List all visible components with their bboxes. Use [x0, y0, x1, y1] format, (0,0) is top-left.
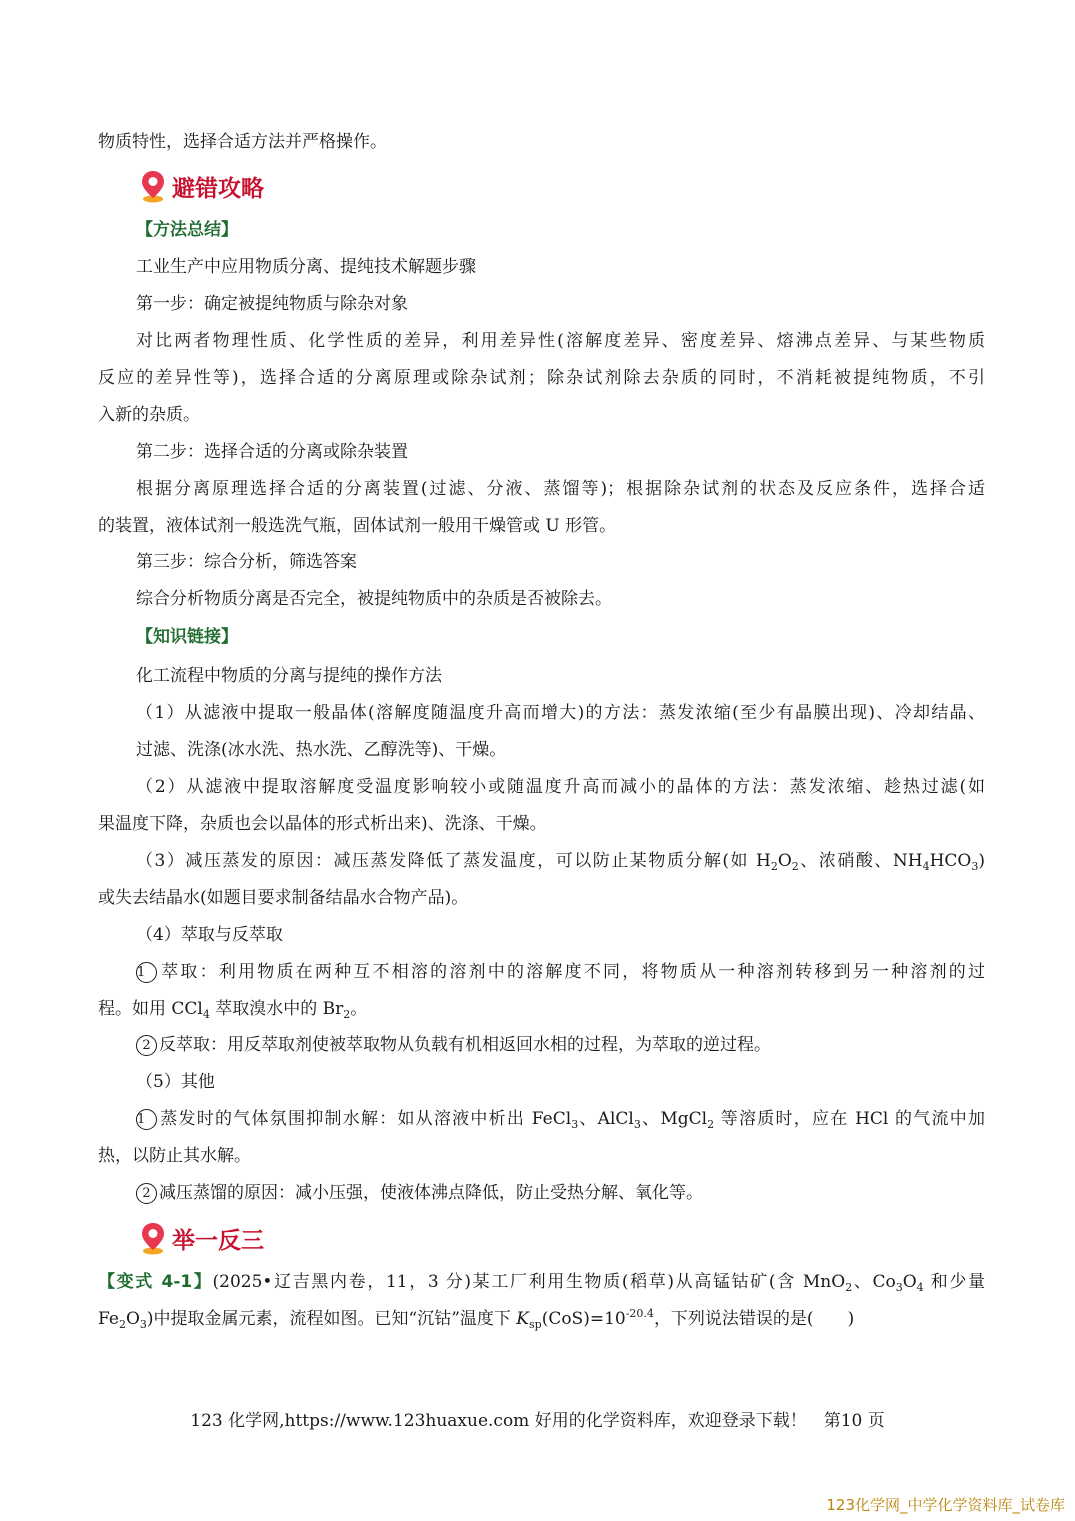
- subscript: 2: [118, 1318, 126, 1331]
- circled-number: 2: [136, 1183, 157, 1204]
- paragraph-line: 热，以防止其水解。: [98, 1146, 251, 1166]
- subscript: 4: [916, 1281, 924, 1294]
- text-run: 、Co: [852, 1272, 896, 1292]
- paragraph-line: （4）萃取与反萃取: [136, 925, 283, 945]
- section-title: 举一反三: [172, 1227, 264, 1254]
- paragraph-line: 或失去结晶水(如题目要求制备结晶水合物产品)。: [98, 888, 469, 908]
- text-run: O: [777, 851, 792, 871]
- text-run: )中提取金属元素，流程如图。已知“沉钴”温度下: [146, 1309, 517, 1329]
- text-run: O: [902, 1272, 917, 1292]
- circled-number: 1: [136, 962, 157, 983]
- paragraph-line: 第三步：综合分析，筛选答案: [136, 552, 357, 572]
- paragraph-line: 工业生产中应用物质分离、提纯技术解题步骤: [136, 257, 476, 277]
- text-run: 、AlCl: [578, 1109, 634, 1129]
- subscript: 4: [922, 860, 930, 873]
- paragraph-line: 化工流程中物质的分离与提纯的操作方法: [136, 666, 442, 686]
- subscript: 4: [202, 1008, 210, 1021]
- paragraph-line-formula: [136, 848, 985, 874]
- watermark-text: 123化学网_中学化学资料库_试卷库: [826, 1496, 1065, 1514]
- text-run: 程。如用 CCl: [98, 999, 203, 1019]
- text-run: (CoS)=10: [541, 1309, 626, 1329]
- variant-tag: 【变式 4-1】: [98, 1272, 213, 1292]
- subscript: 3: [971, 860, 979, 873]
- section-header-avoid-errors: [140, 166, 264, 206]
- intro-tail: 物质特性，选择合适方法并严格操作。: [98, 132, 387, 152]
- circled-number: 2: [136, 1035, 157, 1056]
- paragraph-line: 果温度下降，杂质也会以晶体的形式析出来)、洗涤、干燥。: [98, 814, 547, 834]
- text-run: 反萃取：用反萃取剂使被萃取物从负载有机相返回水相的过程，为萃取的逆过程。: [159, 1035, 771, 1055]
- subscript: 3: [139, 1318, 147, 1331]
- text-run: 、浓硝酸、NH: [798, 851, 923, 871]
- paragraph-line: 过滤、洗涤(冰水洗、热水洗、乙醇洗等)、干燥。: [136, 740, 507, 760]
- paragraph-line-formula: [98, 996, 985, 1022]
- text-run: 、MgCl: [640, 1109, 708, 1129]
- paragraph-line: 对比两者物理性质、化学性质的差异，利用差异性(溶解度差异、密度差异、熔沸点差异、与某些物质: [136, 331, 985, 351]
- text-run: 萃取：利用物质在两种互不相溶的溶剂中的溶解度不同，将物质从一种溶剂转移到另一种溶剂的过: [159, 962, 985, 982]
- text-run: 萃取溴水中的 Br: [209, 999, 344, 1019]
- location-pin-icon: [140, 1221, 166, 1255]
- subscript: 3: [895, 1281, 903, 1294]
- paragraph-line: 根据分离原理选择合适的分离装置(过滤、分液、蒸馏等)；根据除杂试剂的状态及反应条件，选择合适: [136, 479, 985, 499]
- text-run: 等溶质时，应在 HCl 的气流中加: [714, 1109, 985, 1129]
- subscript: 3: [633, 1118, 641, 1131]
- subscript: 2: [845, 1281, 853, 1294]
- text-run: 。: [350, 999, 368, 1019]
- subscript: 2: [791, 860, 799, 873]
- paragraph-line: 第一步：确定被提纯物质与除杂对象: [136, 294, 408, 314]
- text-run: 蒸发时的气体氛围抑制水解：如从溶液中析出 FeCl: [159, 1109, 572, 1129]
- bracket-label: 【方法总结】: [136, 220, 238, 240]
- text-run: K: [516, 1309, 529, 1329]
- paragraph-line: （1）从滤液中提取一般晶体(溶解度随温度升高而增大)的方法：蒸发浓缩(至少有晶膜出现)、冷却结晶、: [136, 703, 985, 723]
- subscript: 2: [770, 860, 778, 873]
- variant-question-line: [98, 1269, 985, 1295]
- section-title: 避错攻略: [172, 175, 264, 202]
- circled-number: 1: [136, 1109, 157, 1130]
- method-summary-header: [136, 217, 985, 243]
- knowledge-link-header: [136, 624, 985, 650]
- paragraph-line: 反应的差异性等)，选择合适的分离原理或除杂试剂；除杂试剂除去杂质的同时，不消耗被提纯物质，不引: [98, 368, 985, 388]
- text-run: Fe: [98, 1309, 119, 1329]
- text-run: （3）减压蒸发的原因：减压蒸发降低了蒸发温度，可以防止某物质分解(如 H: [136, 851, 771, 871]
- subscript: 3: [571, 1118, 579, 1131]
- text-run: ，下列说法错误的是( ): [653, 1309, 855, 1329]
- paragraph-line: （2）从滤液中提取溶解度受温度影响较小或随温度升高而减小的晶体的方法：蒸发浓缩、趁热过滤(如: [136, 777, 985, 797]
- subscript: 2: [343, 1008, 351, 1021]
- superscript: -20.4: [625, 1307, 654, 1320]
- paragraph-line-formula: [136, 1106, 985, 1132]
- text-run: 减压蒸馏的原因：减小压强，使液体沸点降低，防止受热分解、氧化等。: [159, 1183, 703, 1203]
- variant-question-line: [98, 1306, 985, 1332]
- paragraph-line: 的装置，液体试剂一般选洗气瓶，固体试剂一般用干燥管或 U 形管。: [98, 516, 617, 536]
- section-header-practice: [140, 1218, 264, 1258]
- page-footer: 123 化学网,https://www.123huaxue.com 好用的化学资料库，欢迎登录下载！ 第10 页: [190, 1411, 885, 1431]
- paragraph-line: 综合分析物质分离是否完全，被提纯物质中的杂质是否被除去。: [136, 589, 612, 609]
- bracket-label: 【知识链接】: [136, 627, 238, 647]
- text-run: 和少量: [923, 1272, 986, 1292]
- text-run: (2025•辽吉黑内卷，11，3 分)某工厂利用生物质(稻草)从高锰钴矿(含 MnO: [212, 1272, 846, 1292]
- text-run: HCO: [929, 851, 972, 871]
- text-run: ): [978, 851, 985, 871]
- subscript: sp: [529, 1318, 542, 1331]
- subscript: 2: [707, 1118, 715, 1131]
- paragraph-line: [136, 1180, 985, 1206]
- paragraph-line: [136, 1032, 985, 1058]
- paragraph-line: 第二步：选择合适的分离或除杂装置: [136, 442, 408, 462]
- location-pin-icon: [140, 169, 166, 203]
- paragraph-line: [136, 959, 985, 985]
- paragraph-line: （5）其他: [136, 1072, 215, 1092]
- paragraph-line: 入新的杂质。: [98, 405, 200, 425]
- text-run: O: [125, 1309, 140, 1329]
